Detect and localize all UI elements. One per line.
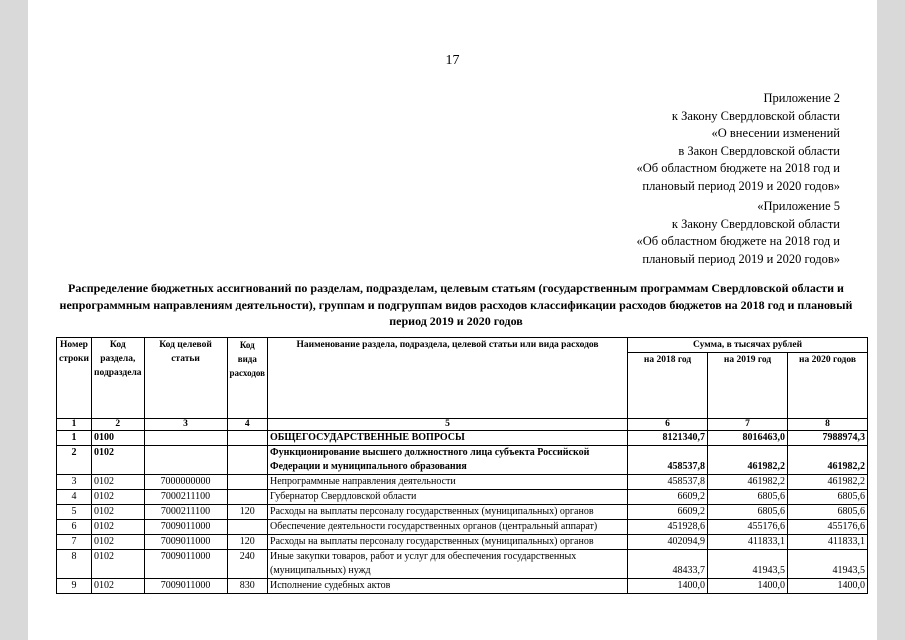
appendix-5-note bbox=[636, 198, 840, 268]
appendix-line: «Об областном бюджете на 2018 год и bbox=[636, 161, 840, 175]
cell-target-code: 7009011000 bbox=[144, 579, 227, 594]
header-2018: на 2018 год bbox=[628, 353, 708, 419]
cell-section-code: 0102 bbox=[92, 550, 145, 579]
column-number: 6 bbox=[628, 419, 708, 431]
cell-name: Иные закупки товаров, работ и услуг для обеспечения государственных (муниципальных) нужд bbox=[268, 550, 628, 579]
cell-row-number: 8 bbox=[57, 550, 92, 579]
cell-target-code: 7000211100 bbox=[144, 505, 227, 520]
cell-row-number: 2 bbox=[57, 446, 92, 475]
cell-kind-code bbox=[227, 446, 267, 475]
appendix-line: «Приложение 5 bbox=[757, 199, 840, 213]
cell-2020: 461982,2 bbox=[788, 446, 868, 475]
cell-2020: 461982,2 bbox=[788, 475, 868, 490]
cell-kind-code: 120 bbox=[227, 505, 267, 520]
cell-name: Обеспечение деятельности государственных органов (центральный аппарат) bbox=[268, 520, 628, 535]
cell-2019: 411833,1 bbox=[708, 535, 788, 550]
cell-section-code: 0102 bbox=[92, 520, 145, 535]
cell-2018: 48433,7 bbox=[628, 550, 708, 579]
cell-target-code: 7000211100 bbox=[144, 490, 227, 505]
cell-section-code: 0102 bbox=[92, 446, 145, 475]
cell-2018: 402094,9 bbox=[628, 535, 708, 550]
header-sum: Сумма, в тысячах рублей bbox=[628, 338, 868, 353]
cell-2018: 451928,6 bbox=[628, 520, 708, 535]
budget-table bbox=[56, 337, 868, 594]
table-row bbox=[57, 475, 868, 490]
cell-name: Расходы на выплаты персоналу государственных (муниципальных) органов bbox=[268, 535, 628, 550]
table-row bbox=[57, 431, 868, 446]
cell-2019: 461982,2 bbox=[708, 446, 788, 475]
appendix-line: к Закону Свердловской области bbox=[671, 216, 840, 231]
cell-2020: 41943,5 bbox=[788, 550, 868, 579]
cell-2020: 6805,6 bbox=[788, 505, 868, 520]
table-row bbox=[57, 550, 868, 579]
appendix-line: «Об областном бюджете на 2018 год и bbox=[636, 234, 840, 248]
cell-2019: 6805,6 bbox=[708, 505, 788, 520]
header-name: Наименование раздела, подраздела, целевой статьи или вида расходов bbox=[268, 338, 628, 419]
document-title: Распределение бюджетных ассигнований по разделам, подразделам, целевым статьям (государственным программам Свердловской области и непрограммным направлениям деятельности), группам и подгруппам видов расходов классификации расходов бюджетов на 2018 год и плановый период 2019 и 2020 годов bbox=[59, 281, 853, 328]
cell-name: Расходы на выплаты персоналу государственных (муниципальных) органов bbox=[268, 505, 628, 520]
cell-kind-code: 120 bbox=[227, 535, 267, 550]
column-number: 7 bbox=[708, 419, 788, 431]
cell-2019: 455176,6 bbox=[708, 520, 788, 535]
header-2019: на 2019 год bbox=[708, 353, 788, 419]
cell-row-number: 5 bbox=[57, 505, 92, 520]
cell-2019: 41943,5 bbox=[708, 550, 788, 579]
cell-kind-code: 830 bbox=[227, 579, 267, 594]
appendix-line: плановый период 2019 и 2020 годов» bbox=[642, 178, 840, 193]
cell-2020: 7988974,3 bbox=[788, 431, 868, 446]
cell-2018: 1400,0 bbox=[628, 579, 708, 594]
appendix-line: «О внесении изменений bbox=[711, 126, 840, 140]
table-header-row bbox=[57, 338, 868, 353]
cell-target-code bbox=[144, 446, 227, 475]
cell-target-code: 7009011000 bbox=[144, 550, 227, 579]
appendix-line: к Закону Свердловской области bbox=[671, 108, 840, 123]
cell-kind-code bbox=[227, 431, 267, 446]
cell-name: Исполнение судебных актов bbox=[268, 579, 628, 594]
column-number: 2 bbox=[92, 419, 145, 431]
cell-target-code: 7009011000 bbox=[144, 535, 227, 550]
cell-name: Непрограммные направления деятельности bbox=[268, 475, 628, 490]
header-kind-code: Код вида расходов bbox=[227, 338, 267, 419]
cell-2018: 458537,8 bbox=[628, 446, 708, 475]
column-number: 8 bbox=[788, 419, 868, 431]
cell-section-code: 0102 bbox=[92, 475, 145, 490]
table-row bbox=[57, 490, 868, 505]
cell-2018: 8121340,7 bbox=[628, 431, 708, 446]
appendix-line: в Закон Свердловской области bbox=[678, 143, 840, 158]
table-row bbox=[57, 520, 868, 535]
cell-name: Губернатор Свердловской области bbox=[268, 490, 628, 505]
cell-row-number: 4 bbox=[57, 490, 92, 505]
column-number-row bbox=[57, 419, 868, 431]
table-row bbox=[57, 505, 868, 520]
column-number: 5 bbox=[268, 419, 628, 431]
table-row bbox=[57, 446, 868, 475]
cell-2019: 6805,6 bbox=[708, 490, 788, 505]
cell-2018: 458537,8 bbox=[628, 475, 708, 490]
header-row-number: Номер строки bbox=[57, 338, 92, 419]
cell-row-number: 7 bbox=[57, 535, 92, 550]
appendix-line: плановый период 2019 и 2020 годов» bbox=[642, 251, 840, 266]
cell-kind-code bbox=[227, 475, 267, 490]
page-number: 17 bbox=[445, 53, 460, 68]
cell-2020: 6805,6 bbox=[788, 490, 868, 505]
cell-2020: 1400,0 bbox=[788, 579, 868, 594]
cell-target-code bbox=[144, 431, 227, 446]
cell-2019: 1400,0 bbox=[708, 579, 788, 594]
cell-2019: 8016463,0 bbox=[708, 431, 788, 446]
cell-row-number: 6 bbox=[57, 520, 92, 535]
cell-2018: 6609,2 bbox=[628, 505, 708, 520]
cell-2020: 411833,1 bbox=[788, 535, 868, 550]
header-section-code: Код раздела, подраздела bbox=[92, 338, 145, 419]
cell-target-code: 7000000000 bbox=[144, 475, 227, 490]
column-number: 3 bbox=[144, 419, 227, 431]
cell-row-number: 9 bbox=[57, 579, 92, 594]
cell-kind-code: 240 bbox=[227, 550, 267, 579]
cell-row-number: 3 bbox=[57, 475, 92, 490]
header-2020: на 2020 годов bbox=[788, 353, 868, 419]
cell-kind-code bbox=[227, 490, 267, 505]
table-row bbox=[57, 579, 868, 594]
cell-2020: 455176,6 bbox=[788, 520, 868, 535]
cell-kind-code bbox=[227, 520, 267, 535]
table-row bbox=[57, 535, 868, 550]
document-page bbox=[28, 0, 877, 640]
cell-row-number: 1 bbox=[57, 431, 92, 446]
cell-name: ОБЩЕГОСУДАРСТВЕННЫЕ ВОПРОСЫ bbox=[268, 431, 628, 446]
cell-2018: 6609,2 bbox=[628, 490, 708, 505]
column-number: 4 bbox=[227, 419, 267, 431]
header-target-code: Код целевой статьи bbox=[144, 338, 227, 419]
cell-target-code: 7009011000 bbox=[144, 520, 227, 535]
appendix-2-note bbox=[636, 90, 840, 195]
cell-section-code: 0102 bbox=[92, 579, 145, 594]
cell-name: Функционирование высшего должностного лица субъекта Российской Федерации и муниципального образования bbox=[268, 446, 628, 475]
cell-2019: 461982,2 bbox=[708, 475, 788, 490]
cell-section-code: 0100 bbox=[92, 431, 145, 446]
cell-section-code: 0102 bbox=[92, 535, 145, 550]
cell-section-code: 0102 bbox=[92, 505, 145, 520]
cell-section-code: 0102 bbox=[92, 490, 145, 505]
appendix-line: Приложение 2 bbox=[763, 91, 840, 105]
column-number: 1 bbox=[57, 419, 92, 431]
